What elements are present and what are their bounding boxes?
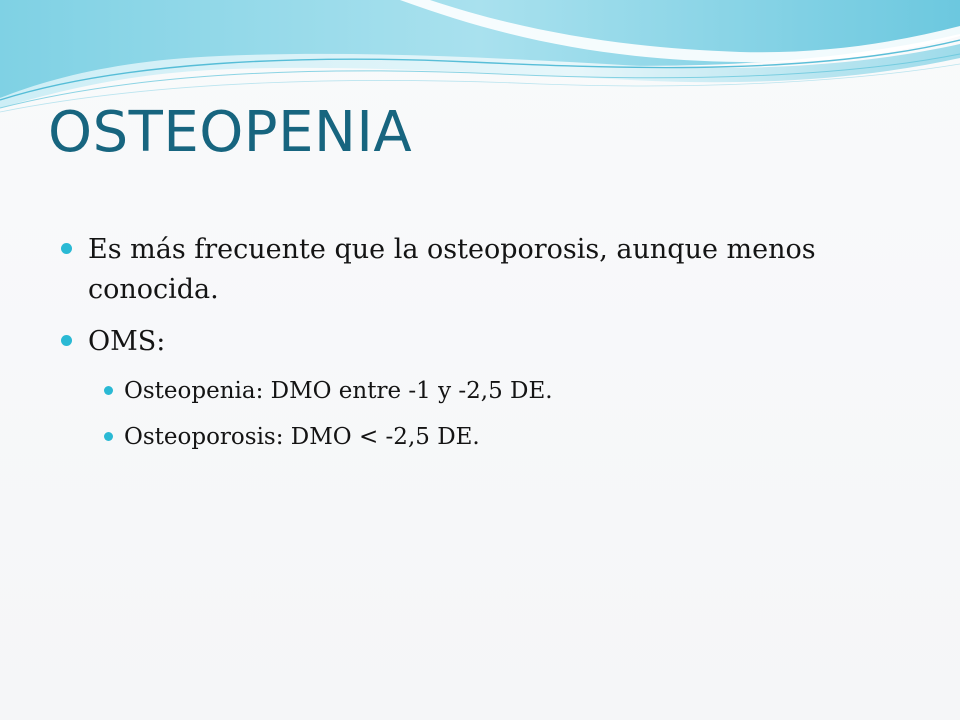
- bullet-item-level1: [60, 230, 900, 310]
- slide-title: OSTEOPENIA: [48, 100, 413, 165]
- wave-band-back: [0, 0, 960, 98]
- bullet-item-level2: [60, 374, 900, 408]
- bullet-text: Osteopenia: DMO entre -1 y -2,5 DE.: [124, 378, 553, 404]
- bullet-item-level2: [60, 420, 900, 454]
- bullet-item-level1: [60, 322, 900, 362]
- bullet-text: Es más frecuente que la osteoporosis, aunque menos conocida.: [88, 234, 816, 305]
- bullet-text: Osteoporosis: DMO < -2,5 DE.: [124, 424, 480, 450]
- bullet-text: OMS:: [88, 326, 166, 357]
- bullet-list: [60, 230, 900, 466]
